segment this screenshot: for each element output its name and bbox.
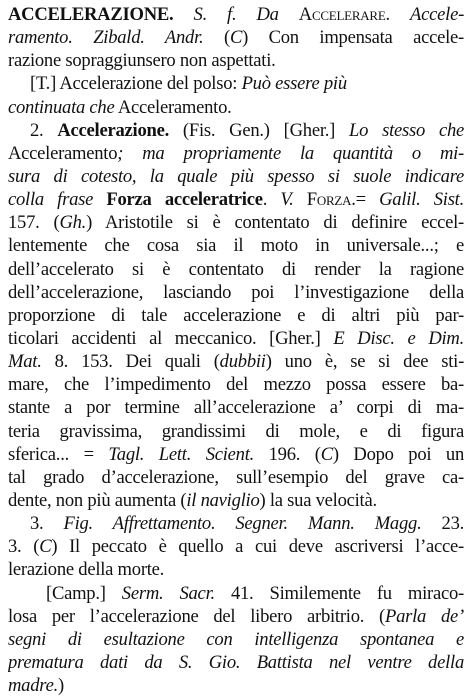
text-line [8, 420, 464, 443]
text-run: lentemente che cosa sia il moto in universale...; e [8, 235, 464, 257]
italic-run: ; ma propriamente la quantità o mi- [117, 142, 464, 164]
text-run: mare, che l’impedimento del mezzo possa essere ba- [8, 374, 464, 396]
italic-run: sura di cotesto, la quale più spesso si suole indicare [8, 165, 464, 187]
italic-run: Mat. [8, 351, 42, 373]
italic-run: ramento. Zibald. Andr. [8, 27, 204, 49]
text-line [8, 96, 464, 119]
italic-run: Parla de’ [385, 605, 464, 627]
text-run: 8. 153. Dei quali ( [41, 351, 220, 373]
italic-run: C [320, 443, 333, 465]
text-run: losa per l’accelerazione del libero arbitrio. ( [8, 605, 385, 627]
text-line [8, 165, 464, 188]
text-run: stante a por termine all’accelerazione a’ corpi di ma- [8, 397, 464, 419]
text-line [8, 535, 464, 558]
text-line [8, 443, 464, 466]
text-run [279, 4, 299, 25]
text-run: ) uno è, se si dee sti- [265, 351, 464, 373]
text-line [8, 582, 464, 605]
italic-run: dubbii [219, 351, 266, 373]
text-line [8, 281, 464, 304]
text-run: 23. [421, 513, 464, 535]
dictionary-entry-accelerazione [8, 3, 464, 697]
text-run [173, 4, 193, 25]
cross-reference: Forza [306, 189, 352, 211]
text-run: (Fis. Gen.) [Gher.] [169, 119, 350, 141]
text-run: teria gravissima, grandissimi di mole, e di figura [8, 420, 464, 442]
text-line [8, 304, 464, 327]
italic-run: Accele- [410, 4, 464, 25]
italic-run: E Disc. e Dim. [333, 327, 464, 349]
text-run: dente, non più aumenta ( [8, 489, 187, 511]
text-line [8, 466, 464, 489]
italic-run: C [39, 536, 52, 558]
text-run: ) Il peccato è quello a cui deve ascriversi l’acce- [51, 536, 464, 558]
italic-run: madre. [8, 675, 58, 697]
italic-run: V. [280, 189, 294, 211]
text-run: .= [351, 189, 380, 211]
text-run [293, 189, 306, 210]
text-line [8, 350, 464, 373]
text-run: . [385, 4, 411, 25]
text-line [8, 72, 464, 95]
text-line [8, 258, 464, 281]
text-run: lerazione della morte. [8, 559, 165, 581]
text-run: ( [203, 27, 230, 49]
italic-run: Galil. Sist. [379, 189, 464, 211]
text-run: ) Dopo poi un [332, 443, 464, 465]
italic-run: continuata che [8, 96, 115, 118]
text-line [8, 26, 464, 49]
text-run: 196. ( [254, 443, 321, 465]
italic-run: segni di esultazione con intelligenza spontanea e [8, 628, 464, 650]
italic-run: Lo stesso che [349, 119, 464, 141]
text-line [8, 651, 464, 674]
italic-run: Serm. Sacr. [121, 582, 215, 604]
text-run: [T.] Accelerazione del polso: [30, 73, 242, 95]
text-line [8, 142, 464, 165]
italic-run: S. f. Da [193, 4, 279, 25]
text-run: 2. [30, 119, 58, 141]
italic-run: Fig. Affrettamento. Segner. Mann. Magg. [63, 513, 422, 535]
text-run: ) [57, 675, 64, 697]
text-run: dell’accelerazione, lasciando poi l’investigazione della [8, 281, 464, 303]
text-line [8, 558, 464, 581]
text-run: 3. ( [8, 536, 40, 558]
text-run: tal grado d’accelerazione, sull’esempio del grave ca- [8, 466, 464, 488]
italic-run: colla frase [8, 189, 94, 211]
text-line [8, 628, 464, 651]
text-run: [Camp.] [46, 582, 122, 604]
text-line [8, 512, 464, 535]
text-line [8, 396, 464, 419]
text-run: ) la sua velocità. [259, 489, 377, 511]
italic-run: C [229, 27, 243, 49]
text-line [8, 234, 464, 257]
text-run: proporzione di tale accelerazione e di altri più par- [8, 304, 464, 326]
text-line [8, 605, 464, 628]
text-run: Acceleramento. [114, 96, 232, 118]
text-line [8, 674, 464, 697]
italic-run: Gh. [59, 212, 87, 234]
text-run: 157. ( [8, 212, 60, 234]
text-line [8, 49, 464, 72]
italic-run: Può essere più [241, 73, 347, 95]
text-run: 41. Similemente fu miraco- [214, 582, 464, 604]
text-run: sferica... = [8, 443, 109, 465]
headword: ACCELERAZIONE. [8, 4, 174, 25]
cross-reference: Accelerare [298, 4, 386, 25]
text-run: ) Aristotile si è contentato di definire eccel- [86, 212, 464, 234]
text-run: razione sopraggiunsero non aspettati. [8, 50, 276, 72]
text-run: ticolari accidenti al meccanico. [Gher.] [8, 327, 334, 349]
text-line [8, 373, 464, 396]
text-run: dell’accelerato si è contentato di render la ragione [8, 258, 464, 280]
text-run: Acceleramento [8, 142, 118, 164]
text-line [8, 119, 464, 142]
text-run [93, 189, 106, 210]
text-line [8, 489, 464, 512]
bold-term: Forza acceleratrice [106, 189, 263, 211]
text-run: ) Con impensata accele- [242, 27, 464, 49]
bold-term: Accelerazione. [57, 119, 169, 141]
text-line [8, 327, 464, 350]
text-run: 3. [30, 513, 64, 535]
italic-run: il naviglio [186, 489, 260, 511]
text-run: . [262, 189, 281, 211]
italic-run: prematura dati da S. Gio. Battista nel ventre della [8, 651, 464, 673]
italic-run: Tagl. Lett. Scient. [108, 443, 255, 465]
text-line [8, 188, 464, 211]
text-line [8, 211, 464, 234]
text-line [8, 3, 464, 26]
